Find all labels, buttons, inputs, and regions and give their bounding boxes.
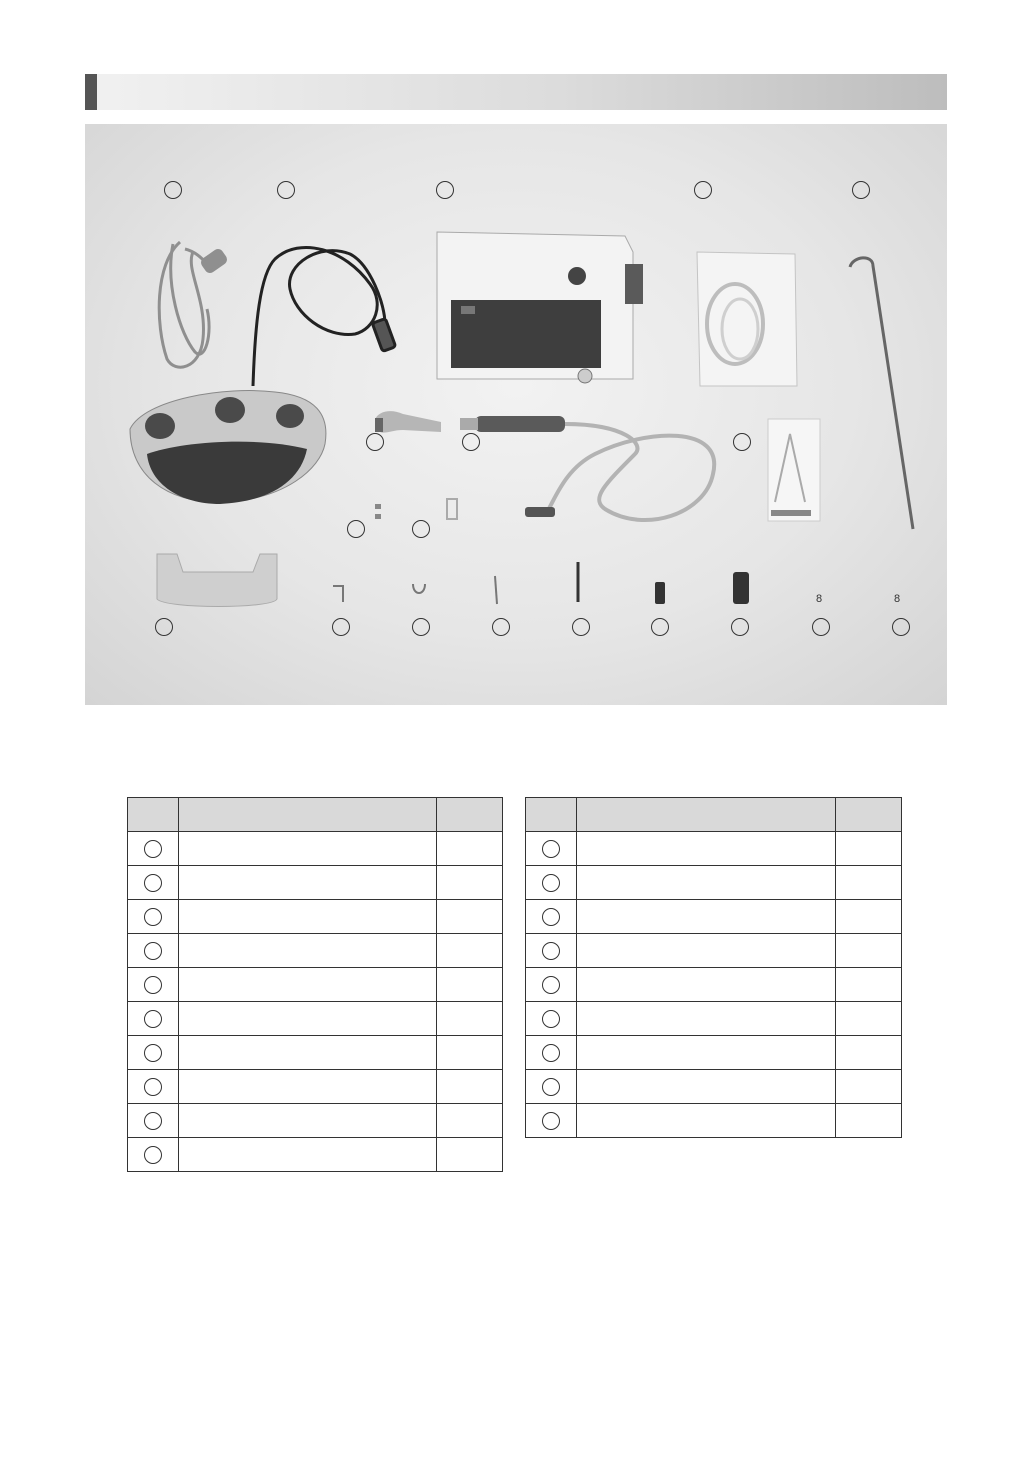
number-circle [542, 1010, 560, 1028]
callout-circle [731, 618, 749, 636]
table-row [526, 1002, 902, 1036]
number-circle [542, 840, 560, 858]
callout-circle [852, 181, 870, 199]
callout-circle [694, 181, 712, 199]
callout-circle [347, 520, 365, 538]
table-row [128, 934, 503, 968]
table-header-row [128, 798, 503, 832]
table-row [128, 1104, 503, 1138]
product-photo [85, 124, 947, 705]
callout-circle [812, 618, 830, 636]
table-row [526, 1036, 902, 1070]
parts-table-left [127, 797, 503, 1172]
tubing-set-image [697, 252, 797, 386]
callout-circle [412, 618, 430, 636]
table-row [128, 968, 503, 1002]
column-header-item [577, 798, 836, 832]
table-row [128, 832, 503, 866]
callout-circle [492, 618, 510, 636]
motor-image [460, 416, 714, 520]
foot-pedal-cable-image [253, 247, 396, 386]
column-header-number [128, 798, 179, 832]
section-header-bar [85, 74, 947, 110]
irrigation-rod-image [850, 258, 913, 529]
number-circle [542, 1078, 560, 1096]
table-row [128, 866, 503, 900]
handpiece-stand-image [157, 554, 277, 607]
callout-circle [366, 433, 384, 451]
svg-text:8: 8 [816, 593, 823, 605]
table-row [128, 900, 503, 934]
table-header-row [526, 798, 902, 832]
callout-circle [277, 181, 295, 199]
number-circle [542, 942, 560, 960]
table-row [526, 1070, 902, 1104]
number-circle [542, 1112, 560, 1130]
number-circle [144, 908, 162, 926]
number-circle [144, 1112, 162, 1130]
number-circle [144, 942, 162, 960]
number-circle [144, 1078, 162, 1096]
number-circle [144, 1010, 162, 1028]
table-row [526, 900, 902, 934]
callout-circle [651, 618, 669, 636]
callout-circle [733, 433, 751, 451]
accessory-tools-image [333, 562, 900, 605]
table-row [128, 1002, 503, 1036]
table-row [526, 934, 902, 968]
column-header-quantity [437, 798, 503, 832]
callout-circle [436, 181, 454, 199]
table-row [128, 1036, 503, 1070]
number-circle [144, 1044, 162, 1062]
callout-circle [155, 618, 173, 636]
number-circle [542, 874, 560, 892]
table-row [526, 866, 902, 900]
callout-circle [412, 520, 430, 538]
foot-pedal-image [130, 391, 326, 504]
svg-text:8: 8 [894, 593, 901, 605]
number-circle [144, 976, 162, 994]
table-row [526, 1104, 902, 1138]
small-parts-image [375, 499, 457, 519]
control-unit-image [437, 232, 643, 383]
callout-circle [332, 618, 350, 636]
column-header-number [526, 798, 577, 832]
parts-table-right [525, 797, 902, 1138]
contra-angle-image [375, 411, 441, 433]
table-row [526, 968, 902, 1002]
number-circle [542, 976, 560, 994]
header-accent [85, 74, 97, 110]
callout-circle [892, 618, 910, 636]
table-row [526, 832, 902, 866]
power-cord-image [159, 242, 227, 367]
column-header-item [179, 798, 437, 832]
column-header-quantity [836, 798, 902, 832]
number-circle [542, 908, 560, 926]
number-circle [144, 874, 162, 892]
callout-circle [164, 181, 182, 199]
number-circle [144, 840, 162, 858]
callout-circle [462, 433, 480, 451]
table-row [128, 1070, 503, 1104]
callout-circle [572, 618, 590, 636]
document-pack-image [768, 419, 820, 521]
number-circle [542, 1044, 560, 1062]
table-row [128, 1138, 503, 1172]
number-circle [144, 1146, 162, 1164]
